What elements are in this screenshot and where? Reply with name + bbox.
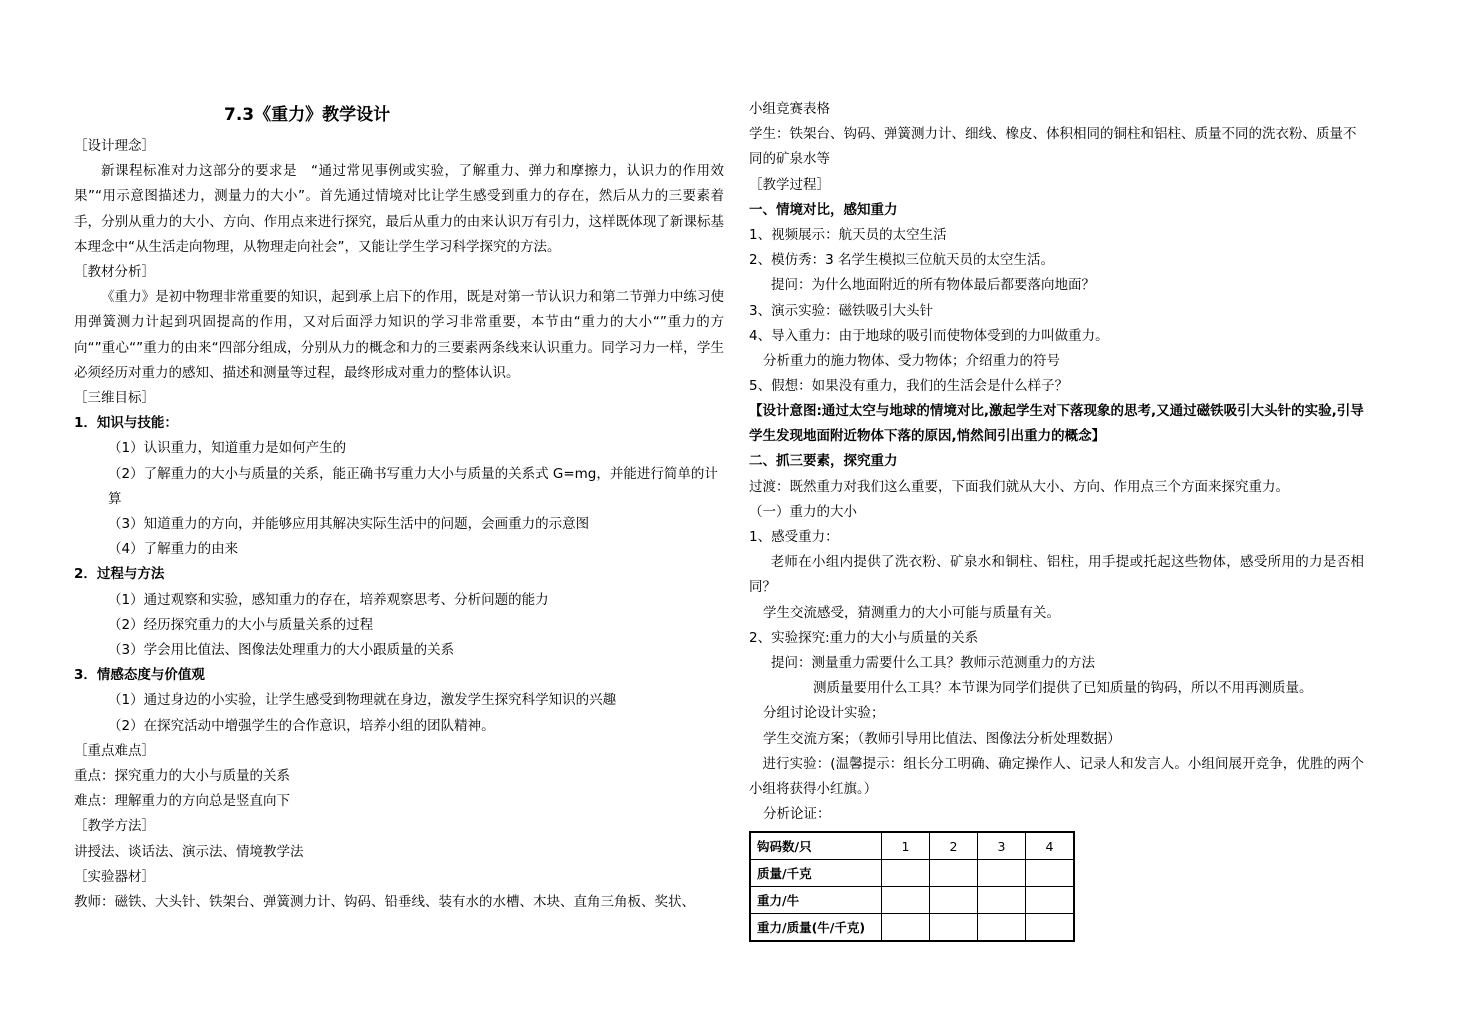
table-col-header: 4 bbox=[1026, 832, 1075, 860]
heading-teaching-method: ［教学方法］ bbox=[74, 818, 155, 835]
table-col-header: 1 bbox=[882, 832, 930, 860]
difficult-point: 难点：理解重力的方向总是竖直向下 bbox=[74, 793, 290, 810]
table-header-cell: 钩码数/只 bbox=[750, 832, 882, 860]
goal-item: （3）知道重力的方向，并能够应用其解决实际生活中的问题，会画重力的示意图 bbox=[108, 516, 590, 533]
table-row-label: 重力/质量(牛/千克) bbox=[750, 914, 882, 942]
section-2-heading: 二、抓三要素，探究重力 bbox=[749, 453, 898, 470]
table-cell[interactable] bbox=[978, 887, 1026, 914]
right-column bbox=[749, 97, 1364, 942]
table-cell[interactable] bbox=[978, 914, 1026, 942]
heading-teaching-process: ［教学过程］ bbox=[749, 176, 830, 193]
process-question: 提问：为什么地面附近的所有物体最后都要落向地面？ bbox=[771, 277, 1095, 294]
equipment-student: 学生：铁架台、钩码、弹簧测力计、细线、橡皮、体积相同的铜柱和铝柱、质量不同的洗衣粉、质量不同的矿泉水等 bbox=[749, 126, 1357, 168]
design-intent: 【设计意图:通过太空与地球的情境对比,激起学生对下落现象的思考,又通过磁铁吸引大头针的实验,引导学生发现地面附近物体下落的原因,悄然间引出重力的概念】 bbox=[749, 403, 1364, 445]
equipment-continued: 小组竞赛表格 bbox=[749, 101, 830, 117]
process-step: 1、感受重力： bbox=[749, 529, 839, 546]
goal-process-heading: 2．过程与方法 bbox=[74, 566, 165, 583]
goal-item: （2）经历探究重力的大小与质量关系的过程 bbox=[108, 616, 374, 633]
table-row bbox=[750, 832, 1074, 860]
table-cell[interactable] bbox=[978, 860, 1026, 887]
table-cell[interactable] bbox=[882, 860, 930, 887]
table-col-header: 2 bbox=[930, 832, 978, 860]
table-row bbox=[750, 914, 1074, 942]
process-note: 学生交流方案；（教师引导用比值法、图像法分析处理数据） bbox=[763, 730, 1121, 747]
process-paragraph: 进行实验：(温馨提示：组长分工明确、确定操作人、记录人和发言人。小组间展开竞争，优胜的两个小组将获得小红旗。） bbox=[749, 755, 1364, 798]
process-note: 分析论证： bbox=[763, 806, 831, 823]
teaching-method: 讲授法、谈话法、演示法、情境教学法 bbox=[74, 843, 304, 860]
table-cell[interactable] bbox=[930, 860, 978, 887]
process-step: 3、演示实验：磁铁吸引大头针 bbox=[749, 302, 934, 319]
design-concept-paragraph: 新课程标准对力这部分的要求是 “通过常见事例或实验，了解重力、弹力和摩擦力，认识力的作用效果”“用示意图描述力，测量力的大小”。首先通过情境对比让学生感受到重力的存在，然后从力的三要素着手，分别从重力的大小、方向、作用点来进行探究，最后从重力的由来认识万有引力，这样既体现了新课标基本理念中“从生活走向物理，从物理走向社会”，又能让学生学习科学探究的方法。 bbox=[74, 163, 724, 255]
material-analysis-paragraph: 《重力》是初中物理非常重要的知识，起到承上启下的作用，既是对第一节认识力和第二节弹力中练习使用弹簧测力计起到巩固提高的作用，又对后面浮力知识的学习非常重要，本节由“重力的大小“”重力的方向“”重心“”重力的由来“四部分组成，分别从力的概念和力的三要素两条线来认识重力。同学习力一样，学生必须经历对重力的感知、描述和测量等过程，最终形成对重力的整体认识。 bbox=[74, 289, 724, 381]
heading-key-points: ［重点难点］ bbox=[74, 742, 155, 759]
data-table bbox=[749, 831, 1075, 942]
goal-item: （4）了解重力的由来 bbox=[108, 541, 239, 558]
table-cell[interactable] bbox=[1026, 887, 1075, 914]
process-step: 2、模仿秀：3 名学生模拟三位航天员的太空生活。 bbox=[749, 252, 1054, 269]
equipment-teacher: 教师：磁铁、大头针、铁架台、弹簧测力计、钩码、铅垂线、装有水的水槽、木块、直角三角板、奖状、 bbox=[74, 894, 695, 911]
heading-design-concept: ［设计理念］ bbox=[74, 138, 155, 154]
process-paragraph: 老师在小组内提供了洗衣粉、矿泉水和铜柱、铝柱，用手提或托起这些物体，感受所用的力是否相同？ bbox=[749, 554, 1364, 596]
subsection-heading: （一）重力的大小 bbox=[749, 503, 857, 520]
table-cell[interactable] bbox=[930, 914, 978, 942]
process-step: 4、导入重力：由于地球的吸引而使物体受到的力叫做重力。 bbox=[749, 327, 1109, 344]
table-row-label: 重力/牛 bbox=[750, 887, 882, 914]
table-row bbox=[750, 860, 1074, 887]
key-point: 重点：探究重力的大小与质量的关系 bbox=[74, 768, 290, 785]
table-cell[interactable] bbox=[882, 914, 930, 942]
goal-item: （1）通过身边的小实验，让学生感受到物理就在身边，激发学生探究科学知识的兴趣 bbox=[108, 692, 617, 709]
left-column bbox=[74, 100, 724, 915]
transition-text: 过渡：既然重力对我们这么重要，下面我们就从大小、方向、作用点三个方面来探究重力。 bbox=[749, 478, 1289, 495]
process-note: 分组讨论设计实验； bbox=[763, 705, 885, 722]
goal-item: （2）了解重力的大小与质量的关系，能正确书写重力大小与质量的关系式 G=mg，并能进行简单的计算 bbox=[108, 465, 718, 507]
process-step: 5、假想：如果没有重力，我们的生活会是什么样子？ bbox=[749, 378, 1069, 395]
process-note: 学生交流感受，猜测重力的大小可能与质量有关。 bbox=[763, 604, 1060, 621]
goal-item: （1）通过观察和实验，感知重力的存在，培养观察思考、分析问题的能力 bbox=[108, 591, 549, 608]
process-question: 提问：测量重力需要什么工具？教师示范测重力的方法 bbox=[771, 655, 1095, 672]
page-title: 7.3《重力》教学设计 bbox=[224, 105, 391, 125]
goal-item: （3）学会用比值法、图像法处理重力的大小跟质量的关系 bbox=[108, 642, 455, 659]
table-col-header: 3 bbox=[978, 832, 1026, 860]
process-question: 测质量要用什么工具？本节课为同学们提供了已知质量的钩码，所以不用再测质量。 bbox=[813, 680, 1313, 697]
process-note: 分析重力的施力物体、受力物体；介绍重力的符号 bbox=[763, 353, 1060, 370]
goal-item: （1）认识重力，知道重力是如何产生的 bbox=[108, 440, 347, 457]
heading-equipment: ［实验器材］ bbox=[74, 868, 155, 885]
section-1-heading: 一、情境对比，感知重力 bbox=[749, 201, 898, 218]
process-step: 2、实验探究:重力的大小与质量的关系 bbox=[749, 629, 979, 646]
heading-material-analysis: ［教材分析］ bbox=[74, 264, 155, 281]
goal-item: （2）在探究活动中增强学生的合作意识，培养小组的团队精神。 bbox=[108, 717, 495, 734]
goal-emotion-heading: 3．情感态度与价值观 bbox=[74, 667, 205, 684]
table-cell[interactable] bbox=[930, 887, 978, 914]
process-step: 1、视频展示：航天员的太空生活 bbox=[749, 227, 947, 244]
table-row bbox=[750, 887, 1074, 914]
table-cell[interactable] bbox=[1026, 914, 1075, 942]
goal-knowledge-heading: 1．知识与技能： bbox=[74, 415, 178, 432]
table-cell[interactable] bbox=[882, 887, 930, 914]
heading-three-goals: ［三维目标］ bbox=[74, 390, 155, 407]
table-cell[interactable] bbox=[1026, 860, 1075, 887]
table-row-label: 质量/千克 bbox=[750, 860, 882, 887]
